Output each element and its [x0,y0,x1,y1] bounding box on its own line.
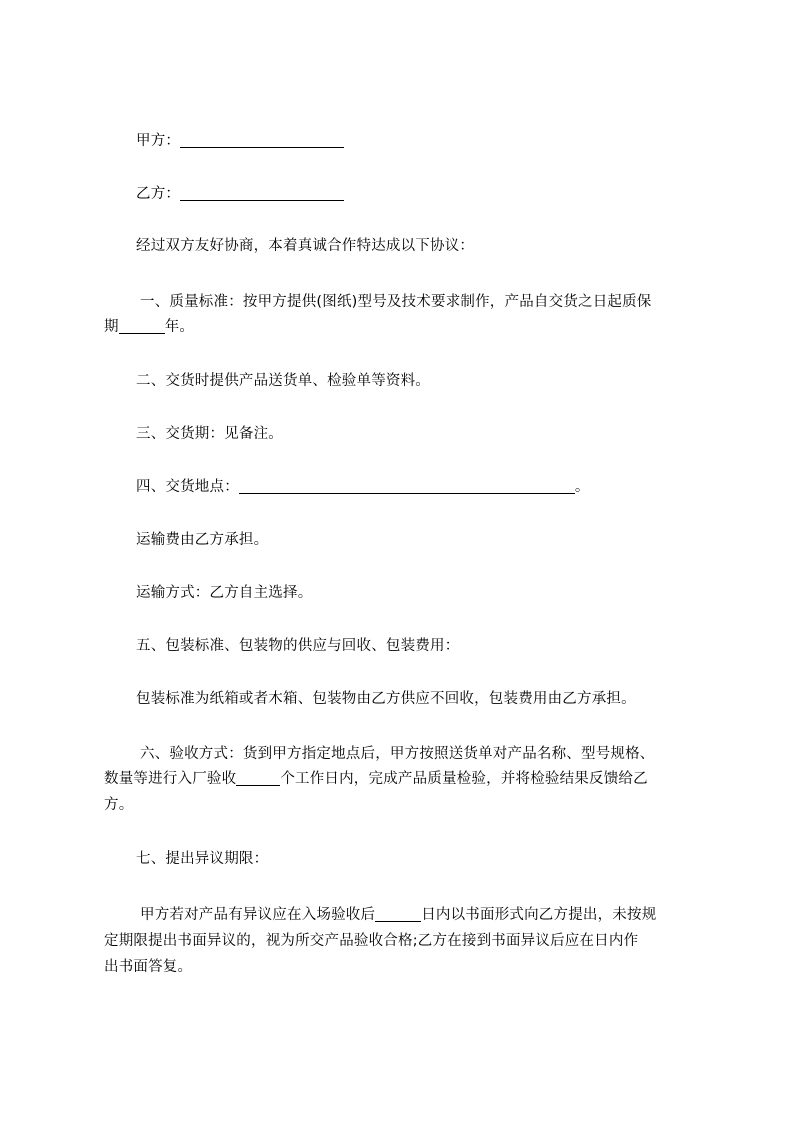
transport-mode-paragraph: 运输方式：乙方自主选择。 [136,585,313,601]
item5-body-paragraph: 包装标准为纸箱或者木箱、包装物由乙方供应不回收，包装费用由乙方承担。 [136,691,636,707]
item7-text-a: 甲方若对产品有异议应在入场验收后 [140,907,376,923]
objection-days-blank[interactable] [375,905,421,922]
transport-fee-paragraph: 运输费由乙方承担。 [136,532,269,548]
item6-line2 [104,766,704,792]
item1-period-label: 期 [104,319,119,335]
item5-paragraph: 五、包装标准、包装物的供应与回收、包装费用： [136,638,460,654]
item6-text-a: 数量等进行入厂验收 [104,771,237,787]
party-b-line [104,181,736,207]
item6-line1: 六、验收方式：货到甲方指定地点后，甲方按照送货单对产品名称、型号规格、 [140,746,655,762]
item3-paragraph: 三、交货期：见备注。 [136,426,283,442]
party-b-blank[interactable] [180,184,344,201]
warranty-years-blank[interactable] [119,317,165,334]
item7-line3: 出书面答复。 [104,959,193,975]
item4-label: 四、交货地点： [136,479,239,495]
item7-text-b: 日内以书面形式向乙方提出，未按规 [421,907,657,923]
item2-paragraph: 二、交货时提供产品送货单、检验单等资料。 [136,373,430,389]
item4-line [104,474,736,500]
item7-heading: 七、提出异议期限： [136,851,269,867]
delivery-location-blank[interactable] [239,477,575,494]
party-a-blank[interactable] [180,131,344,148]
item1-line2 [104,314,704,340]
item1-line1: 一、质量标准：按甲方提供(图纸)型号及技术要求制作，产品自交货之日起质保 [140,294,652,310]
item6-text-b: 个工作日内，完成产品质量检验，并将检验结果反馈给乙 [280,771,648,787]
party-a-line [104,128,736,154]
party-b-label: 乙方： [136,186,181,202]
item6-line3: 方。 [104,797,134,813]
inspection-days-blank[interactable] [236,769,280,786]
party-a-label: 甲方： [136,133,181,149]
item1-year-label: 年。 [164,319,195,335]
item7-line1 [104,902,740,928]
intro-paragraph: 经过双方友好协商，本着真诚合作特达成以下协议： [136,238,475,254]
item4-period: 。 [574,479,590,495]
item7-line2: 定期限提出书面异议的，视为所交产品验收合格;乙方在接到书面异议后应在日内作 [104,933,639,949]
